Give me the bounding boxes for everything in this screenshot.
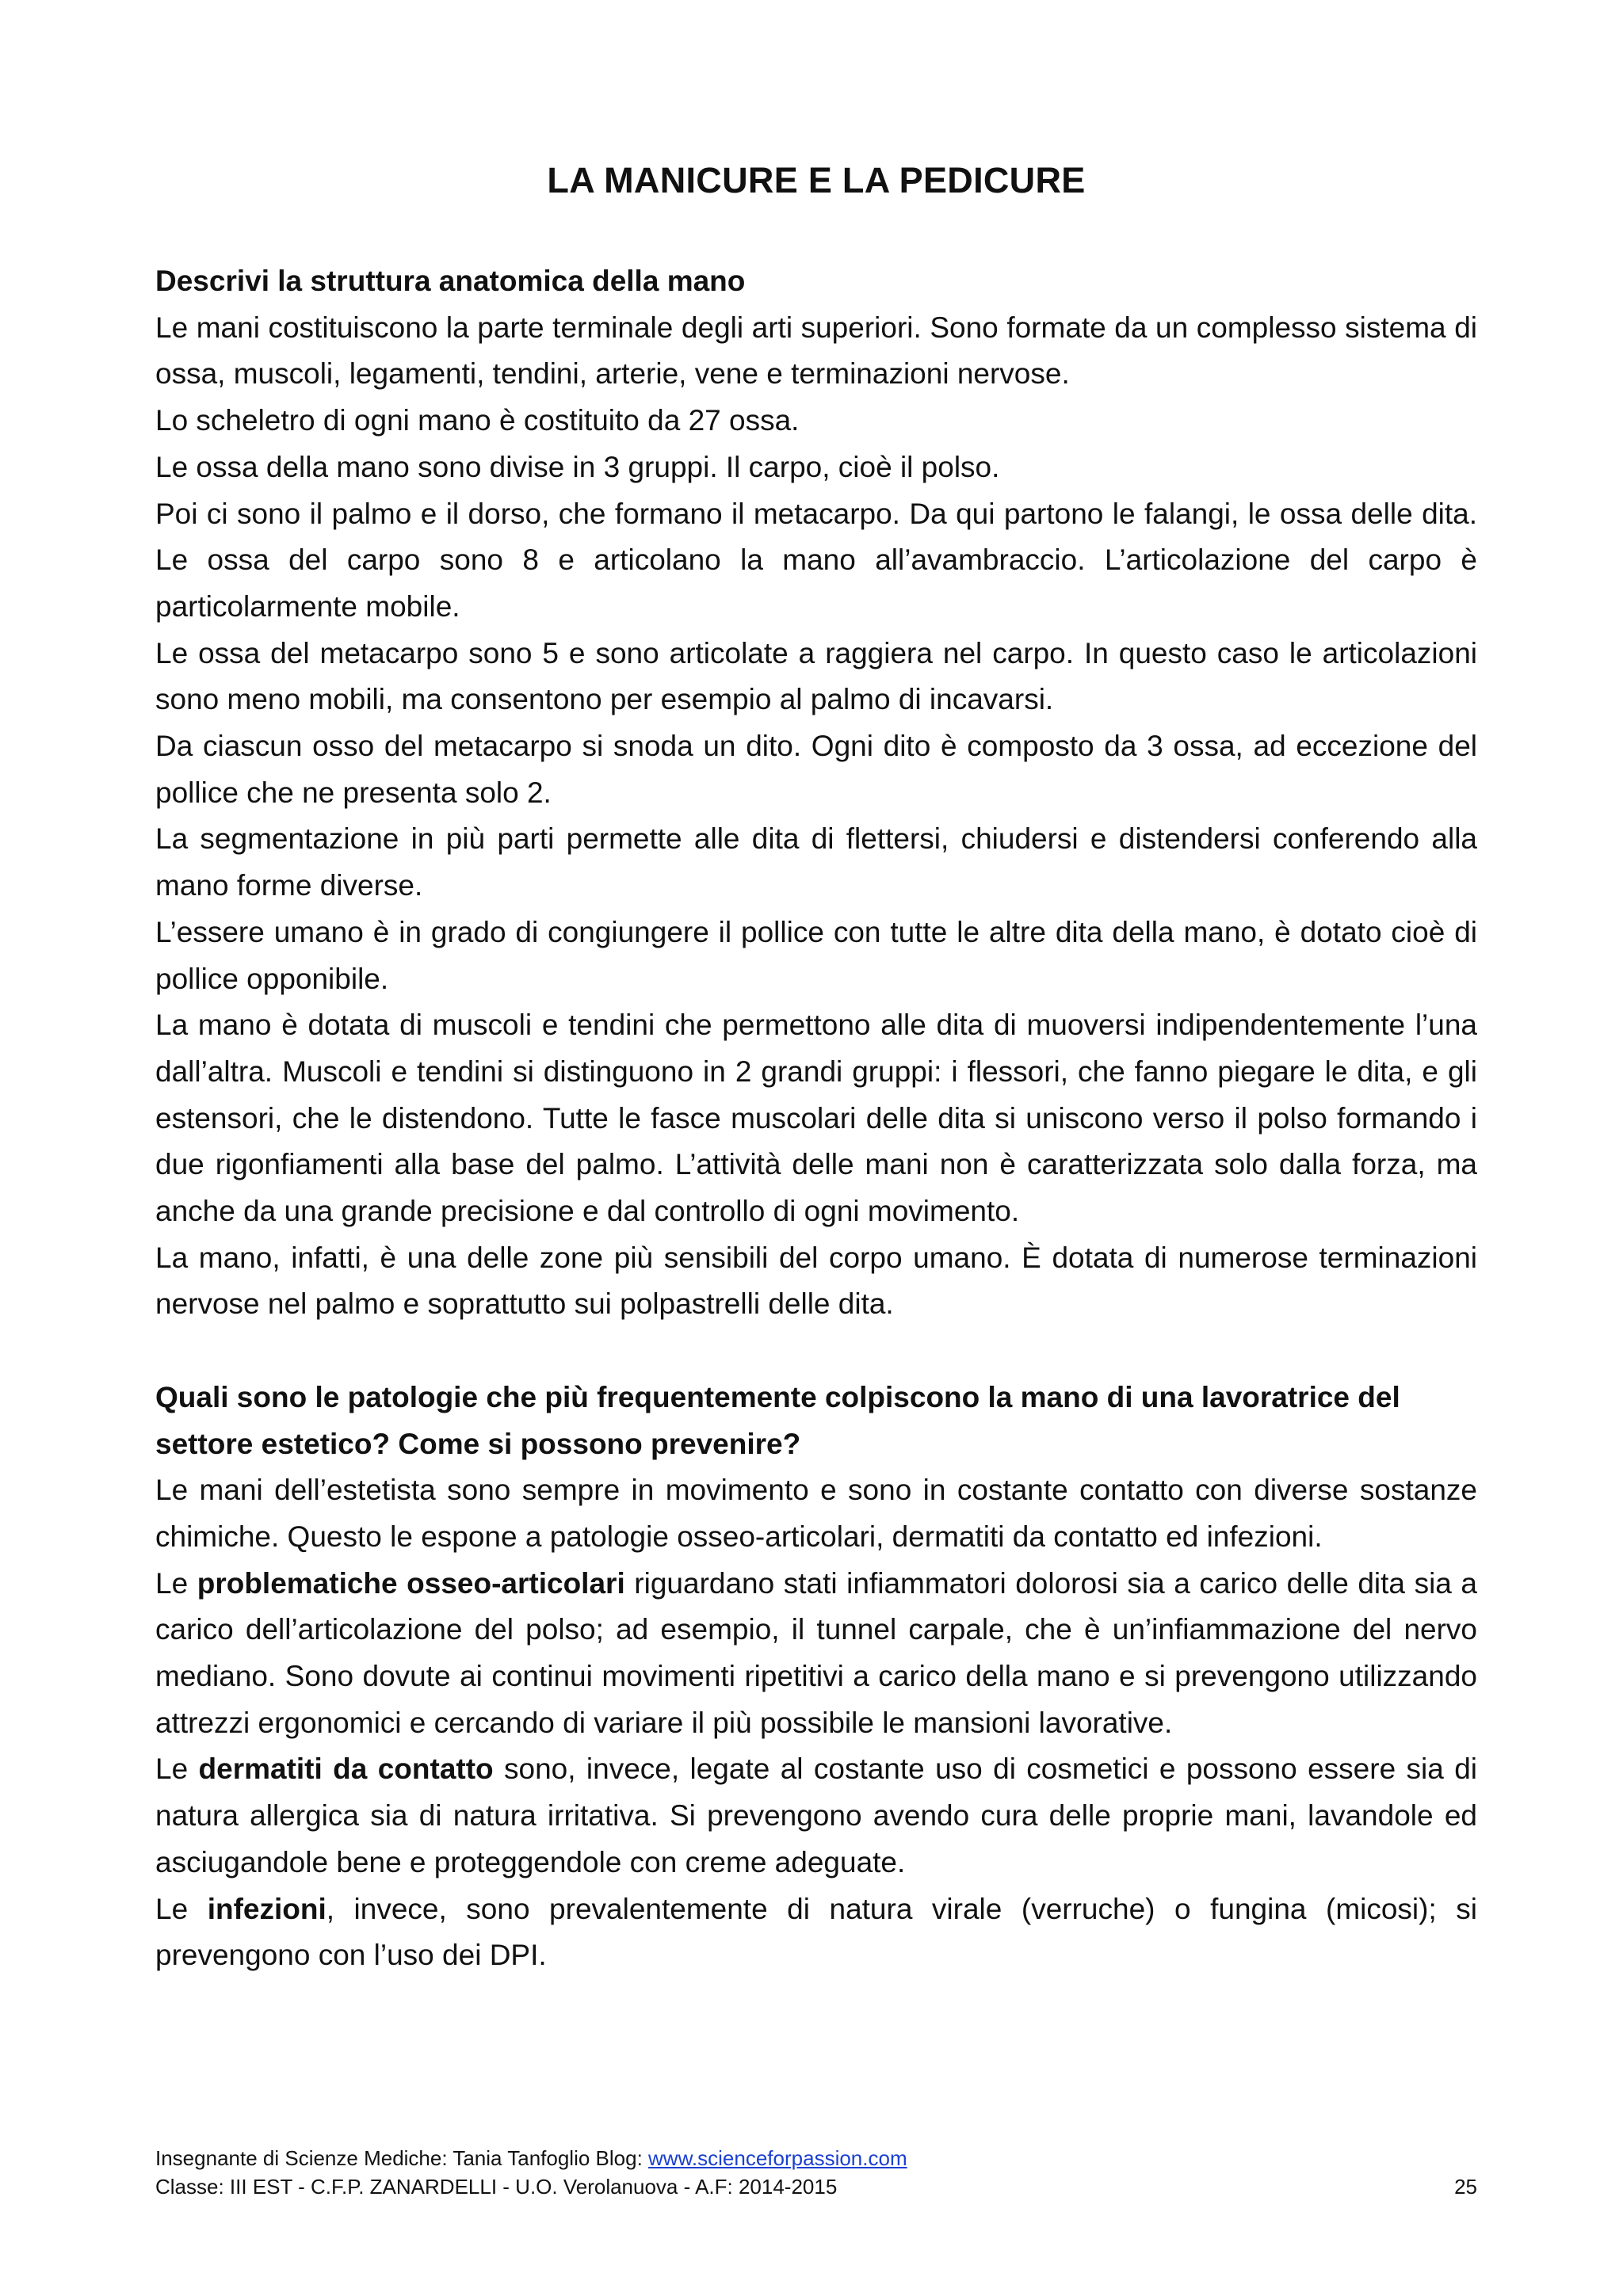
page-title: LA MANICURE E LA PEDICURE [547,160,1086,200]
blog-link[interactable]: www.scienceforpassion.com [648,2146,907,2170]
page-footer [155,2144,1477,2201]
section1-paragraph-5: Le ossa del metacarpo sono 5 e sono articolate a raggiera nel carpo. In questo caso le articolazioni sono meno mobili, ma consentono per esempio al palmo di incavarsi. [155,636,1477,716]
section2-intro: Le mani dell’estetista sono sempre in movimento e sono in costante contatto con diverse sostanze chimiche. Questo le espone a patologie osseo-articolari, dermatiti da contatto ed infezioni. [155,1474,1477,1553]
bold-term-dermatiti: dermatiti da contatto [198,1753,494,1786]
section2-question-line-2: settore estetico? Come si possono prevenire? [155,1427,801,1460]
section1-paragraph-2: Lo scheletro di ogni mano è costituito da 27 ossa. [155,404,800,437]
section2-question-line-1: Quali sono le patologie che più frequentemente colpiscono la mano di una lavoratrice del [155,1380,1400,1413]
section1-paragraph-10: La mano, infatti, è una delle zone più sensibili del corpo umano. È dotata di numerose terminazioni nervose nel palmo e soprattutto sui polpastrelli delle dita. [155,1241,1477,1321]
section1-paragraph-1: Le mani costituiscono la parte terminale degli arti superiori. Sono formate da un complesso sistema di ossa, muscoli, legamenti, tendini, arterie, vene e terminazioni nervose. [155,311,1477,391]
paragraph-prefix: Le [155,1753,199,1786]
section1-question: Descrivi la struttura anatomica della mano [155,265,746,297]
document-body [155,258,1477,1979]
bold-term-osseo-articolari: problematiche osseo-articolari [197,1566,625,1600]
paragraph-prefix: Le [155,1566,197,1600]
footer-teacher-text: Insegnante di Scienze Mediche: Tania Tanfoglio Blog: [155,2146,649,2170]
paragraph-body: sono, invece, legate al costante uso di cosmetici e possono essere sia di natura allergica sia di natura irritativa. Si prevengono avendo cura delle proprie mani, lavandole ed asciugandole bene e proteggendole con creme adeguate. [155,1753,1477,1878]
footer-line-teacher [155,2144,1477,2172]
section1-paragraph-8: L’essere umano è in grado di congiungere il pollice con tutte le altre dita della mano, è dotato cioè di pollice opponibile. [155,915,1477,995]
footer-line-class [155,2172,1477,2201]
section2-paragraph-dermatiti [155,1746,1477,1886]
section2-paragraph-osseo-articolari [155,1561,1477,1747]
paragraph-prefix: Le [155,1892,208,1925]
page-number: 25 [1454,2175,1477,2199]
section2-paragraph-infezioni [155,1886,1477,1979]
section1-paragraph-6: Da ciascun osso del metacarpo si snoda un dito. Ogni dito è composto da 3 ossa, ad eccezione del pollice che ne presenta solo 2. [155,730,1477,809]
paragraph-body: , invece, sono prevalentemente di natura virale (verruche) o fungina (micosi); si prevengono con l’uso dei DPI. [155,1892,1477,1972]
paragraph-body: riguardano stati infiammatori dolorosi sia a carico delle dita sia a carico dell’articolazione del polso; ad esempio, il tunnel carpale, che è un’infiammazione del nervo mediano. Sono dovute ai continui movimenti ripetitivi a carico della mano e si prevengono utilizzando attrezzi ergonomici e cercando di variare il più possibile le mansioni lavorative. [155,1566,1477,1739]
bold-term-infezioni: infezioni [207,1892,327,1925]
footer-class-text: Classe: III EST - C.F.P. ZANARDELLI - U.O. Verolanuova - A.F: 2014-2015 [155,2175,838,2199]
section-spacer [155,1328,1477,1375]
section1-paragraph-3: Le ossa della mano sono divise in 3 gruppi. Il carpo, cioè il polso. [155,450,1000,483]
section1-paragraph-7: La segmentazione in più parti permette alle dita di flettersi, chiudersi e distendersi conferendo alla mano forme diverse. [155,822,1477,902]
section1-paragraph-4: Poi ci sono il palmo e il dorso, che formano il metacarpo. Da qui partono le falangi, le ossa delle dita. Le ossa del carpo sono 8 e articolano la mano all’avambraccio. L’articolazione del carpo è particolarmente mobile. [155,497,1477,623]
section1-paragraph-9: La mano è dotata di muscoli e tendini che permettono alle dita di muoversi indipendentemente l’una dall’altra. Muscoli e tendini si distinguono in 2 grandi gruppi: i flessori, che fanno piegare le dita, e gli estensori, che le distendono. Tutte le fasce muscolari delle dita si uniscono verso il polso formando i due rigonfiamenti alla base del palmo. L’attività delle mani non è caratterizzata solo dalla forza, ma anche da una grande precisione e dal controllo di ogni movimento. [155,1009,1477,1228]
